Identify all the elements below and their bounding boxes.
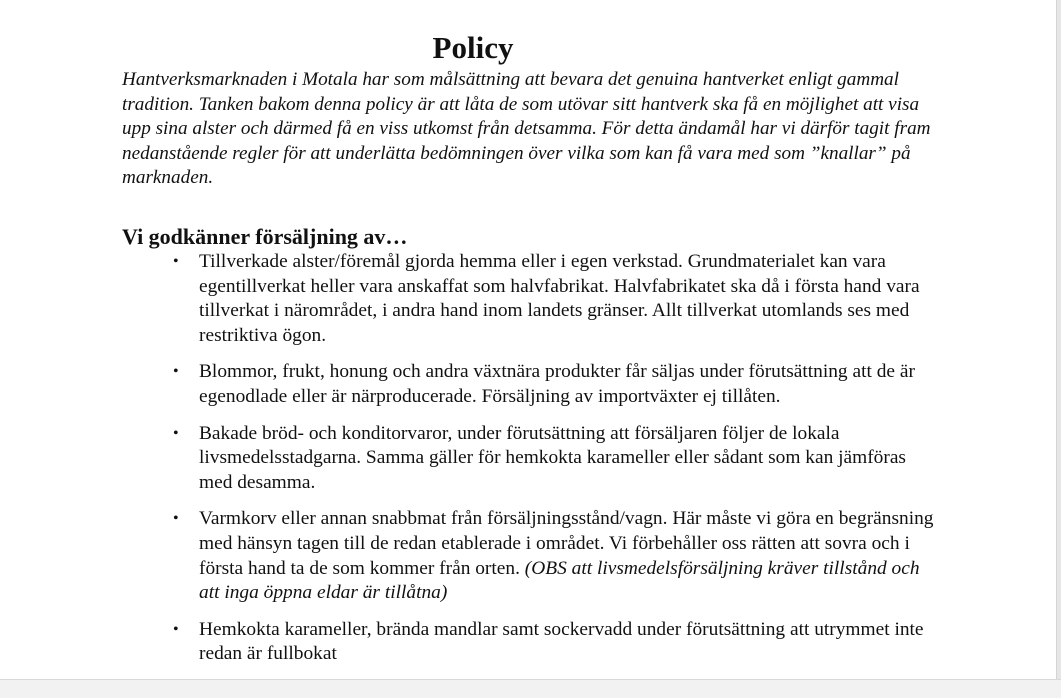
list-item [173,507,939,605]
list-item [173,360,939,409]
list-item-text: Blommor, frukt, honung och andra växtnära produkter får säljas under förutsättning att de är egenodlade eller är närproducerade. Försäljning av importväxter ej tillåten. [199,361,915,407]
policy-list [173,250,939,679]
list-item-text: Varmkorv eller annan snabbmat från försäljningsstånd/vagn. Här måste vi göra en begränsning med hänsyn tagen till de redan etablerade i området. Vi förbehåller oss rätten att sovra och i första hand ta de som kommer från orten. [199,508,934,579]
list-item-text: Bakade bröd- och konditorvaror, under förutsättning att försäljaren följer de lokala livsmedelsstadgarna. Samma gäller för hemkokta karameller eller sådant som kan jämföras med desamma. [199,422,906,493]
bullet-icon: • [173,424,179,442]
page-title: Policy [432,30,514,65]
list-item [173,618,939,667]
list-item-note: (OBS att livsmedelsförsäljning kräver tillstånd och att inga öppna eldar är tillåtna) [199,557,920,604]
viewer-right-border [1056,0,1061,680]
bullet-icon: • [173,253,179,270]
list-item-text: Tillverkade alster/föremål gjorda hemma eller i egen verkstad. Grundmaterialet kan vara egentillverkat heller vara anskaffat som halvfabrikat. Halvfabrikatet ska då i första hand vara tillverkat i närområdet, i andra hand inom landets gränser. Allt tillverkat utomlands ses med restriktiva ögon. [199,251,920,346]
list-item [173,250,939,348]
list-item-text: Hemkokta karameller, brända mandlar samt sockervadd under förutsättning att utrymmet inte redan är fullbokat [199,618,924,665]
bullet-icon: • [173,363,179,381]
section-heading: Vi godkänner försäljning av… [122,224,408,249]
intro-paragraph: Hantverksmarknaden i Motala har som målsättning att bevara det genuina hantverket enligt gammal tradition. Tanken bakom denna policy är att låta de som utövar sitt hantverk ska få en möjlighet att visa upp sina alster och därmed få en viss utkomst från detsamma. För detta ändamål har vi därför tagit fram nedanstående regler för att underlätta bedömningen över vilka som kan få vara med som ”knallar” på marknaden. [122,69,931,189]
viewer-bottom-strip [0,679,1061,698]
bullet-icon: • [173,510,179,528]
bullet-icon: • [173,620,179,638]
list-item [173,422,939,496]
